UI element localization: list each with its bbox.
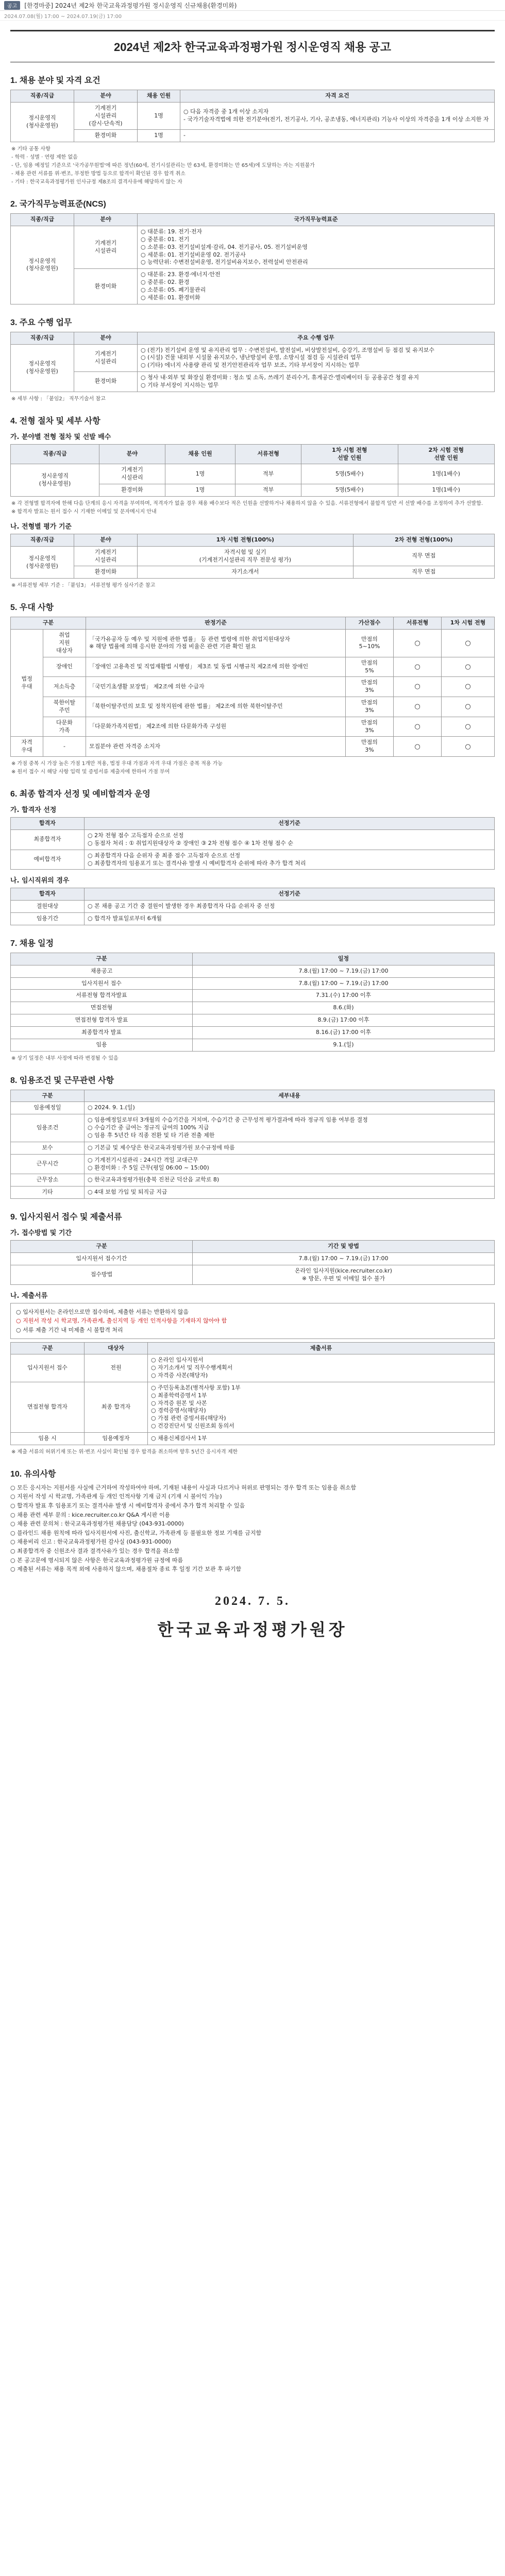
table-row	[11, 372, 495, 392]
table-header: 합격자	[11, 818, 85, 830]
note-line: ※ 원서 접수 시 해당 사항 입력 및 증빙서류 제출자에 한하여 가점 부여	[11, 769, 170, 775]
note-line: ○ 입사지원서는 온라인으로만 접수하며, 제출한 서류는 반환하지 않음	[16, 1309, 189, 1316]
table-cell: ○ 4대 보험 가입 및 퇴직금 지급	[85, 1187, 495, 1199]
table-cell: 장애인	[43, 657, 86, 677]
table-cell: ○ 2차 전형 점수 고득점자 순으로 선정 ○ 동점자 처리 : ① 취업지원대상자 ② 장애인 ③ 2차 전형 점수 ④ 1차 전형 점수 순	[85, 829, 495, 850]
table-cell: 8.9.(금) 17:00 이후	[193, 1014, 495, 1027]
table-cell: ○	[442, 697, 495, 717]
list-item: ○ 블라인드 채용 원칙에 따라 입사지원서에 사진, 출신학교, 가족관계 등 불필요한 정보 기재를 금지함	[10, 1529, 262, 1536]
table-row	[11, 1265, 495, 1285]
table-cell: ○ (전기) 전기설비 운영 및 유지관리 업무 : 수변전설비, 발전설비, 비상발전설비, 승강기, 조명설비 등 점검 및 유지보수 ○ (시설) 건물 내외부 시설물 유지보수, 냉난방설비 운영, 소방시설 점검 등 시설관리 업무 ○ (기타) 에너지 사용량 관리 및 전기안전관리자 업무 보조, 기타 부서장이 지시하는 업무	[138, 344, 495, 372]
note-line: ※ 가점 중복 시 가장 높은 가점 1개만 적용, 법정 우대 가점과 자격 우대 가점은 중복 적용 가능	[11, 761, 223, 767]
table-row	[11, 965, 495, 977]
table-cell: ○ 온라인 입사지원서 ○ 자기소개서 및 직무수행계획서 ○ 자격증 사본(해당자)	[148, 1354, 495, 1382]
table-header: 서류전형	[235, 444, 301, 464]
table-row	[11, 226, 495, 269]
table-row	[11, 1026, 495, 1039]
table-row	[11, 1142, 495, 1154]
table-cell: 8.6.(화)	[193, 1002, 495, 1014]
table-cell: ○ 최종합격자 다음 순위자 중 최종 점수 고득점자 순으로 선정 ○ 최종합격자의 임용포기 또는 결격사유 발생 시 예비합격자 순위에 따라 추가 합격 처리	[85, 850, 495, 870]
table-row	[11, 1252, 495, 1265]
table-header: 합격자	[11, 888, 85, 901]
table-cell: 만점의 5~10%	[346, 630, 394, 657]
table-cell: ○ 본 채용 공고 기간 중 결원이 발생한 경우 최종합격자 다음 순위자 중 선정	[85, 901, 495, 913]
table-cell: 북한이탈 주민	[43, 697, 86, 717]
application-table	[10, 1240, 495, 1285]
section-4-sub1: 가. 분야별 전형 절차 및 선발 배수	[10, 433, 111, 441]
table-header: 일정	[193, 953, 495, 965]
table-cell: 모집분야 관련 자격증 소지자	[86, 737, 346, 757]
table-row	[11, 850, 495, 870]
table-cell: 만점의 3%	[346, 677, 394, 697]
table-row	[11, 1154, 495, 1174]
caution-list	[10, 1483, 495, 1574]
table-cell: 1명	[138, 102, 180, 130]
table-row	[11, 1102, 495, 1114]
list-item: ○ 채용 관련 문의처 : 한국교육과정평가원 채용담당 (043-931-0000)	[10, 1520, 184, 1528]
table-row	[11, 269, 495, 304]
table-header: 직종/직급	[11, 534, 74, 546]
submission-notice-box	[10, 1303, 495, 1338]
table-cell: 서류전형 합격자발표	[11, 990, 193, 1002]
table-cell: ○	[442, 717, 495, 737]
table-cell: 정시운영직 (청사운영원)	[11, 226, 74, 304]
table-cell: 취업 지원 대상자	[43, 630, 86, 657]
notice-post-title: [한경마중] 2024년 제2차 한국교육과정평가원 정시운영직 신규채용(환경미화)	[24, 2, 237, 9]
table-header: 대상자	[85, 1342, 148, 1354]
table-cell: 임용	[11, 1039, 193, 1051]
note-line: ※ 세부 사항 : 「붙임2」 직무기술서 참고	[11, 396, 106, 402]
table-cell: 자격 우대	[11, 737, 43, 757]
table-cell: 채용공고	[11, 965, 193, 977]
table-row	[11, 913, 495, 925]
table-cell: 보수	[11, 1142, 85, 1154]
table-cell: 1명(1배수)	[398, 464, 495, 484]
table-row	[11, 977, 495, 990]
note-line: ※ 제출 서류의 허위기재 또는 위·변조 사실이 확인될 경우 합격을 취소하며 향후 5년간 응시자격 제한	[11, 1449, 238, 1455]
final-selection-table	[10, 817, 495, 870]
section-3-title: 3. 주요 수행 업무	[10, 318, 72, 327]
table-cell: 기타	[11, 1187, 85, 1199]
evaluation-table	[10, 534, 495, 579]
table-cell: 입사지원서 접수	[11, 1354, 85, 1382]
table-header: 분야	[74, 90, 138, 103]
table-row	[11, 677, 495, 697]
table-row	[11, 630, 495, 657]
table-header: 1차 시험 전형	[442, 617, 495, 630]
table-header: 분야	[99, 444, 165, 464]
table-row	[11, 901, 495, 913]
table-row	[11, 1187, 495, 1199]
table-cell: 적부	[235, 464, 301, 484]
list-item: ○ 모든 응시자는 지원서를 사실에 근거하여 작성하여야 하며, 기재된 내용이 사실과 다르거나 허위로 판명되는 경우 합격 또는 임용을 취소함	[10, 1484, 357, 1491]
table-row	[11, 1002, 495, 1014]
table-cell: 환경미화	[99, 484, 165, 497]
table-header: 분야	[74, 332, 138, 344]
table-cell: 만점의 3%	[346, 737, 394, 757]
table-row	[11, 657, 495, 677]
table-row	[11, 464, 495, 484]
table-cell: 7.8.(월) 17:00 ~ 7.19.(금) 17:00	[193, 1252, 495, 1265]
table-header: 가산점수	[346, 617, 394, 630]
table-cell: 임용예정자	[85, 1433, 148, 1445]
table-cell: 7.8.(월) 17:00 ~ 7.19.(금) 17:00	[193, 965, 495, 977]
notice-document	[10, 30, 495, 1640]
section-9-notes	[11, 1448, 495, 1456]
notice-date: 2024. 7. 5.	[215, 1594, 290, 1608]
table-cell: ○ 합격자 발표일로부터 6개월	[85, 913, 495, 925]
section-8-title: 8. 임용조건 및 근무관련 사항	[10, 1076, 114, 1085]
qualification-table	[10, 90, 495, 142]
table-header: 직종/직급	[11, 332, 74, 344]
list-item: ○ 지원서 작성 시 학교명, 가족관계 등 개인 인적사항 기재 금지 (기재 시 불이익 가능)	[10, 1493, 222, 1500]
table-header: 선정기준	[85, 818, 495, 830]
section-10-title: 10. 유의사항	[10, 1469, 56, 1479]
table-cell: ○	[442, 630, 495, 657]
section-7-notes	[11, 1055, 495, 1062]
table-cell: 정시운영직 (청사운영원)	[11, 102, 74, 142]
note-line: - 기타 : 한국교육과정평가원 인사규정 제8조의 결격사유에 해당하지 않는 자	[11, 179, 182, 185]
table-cell: ○	[394, 697, 442, 717]
table-cell: 정시운영직 (청사운영원)	[11, 344, 74, 392]
table-cell: 최종 합격자	[85, 1382, 148, 1432]
table-cell: 7.31.(수) 17:00 이후	[193, 990, 495, 1002]
table-cell: 환경미화	[74, 566, 138, 579]
section-1-title: 1. 채용 분야 및 자격 요건	[10, 76, 100, 85]
table-cell: 저소득층	[43, 677, 86, 697]
notice-header-bar	[0, 0, 505, 11]
table-cell: 「국민기초생활 보장법」 제2조에 의한 수급자	[86, 677, 346, 697]
table-cell: 임용예정일	[11, 1102, 85, 1114]
table-cell: 기계전기 시설관리 (감시·단속적)	[74, 102, 138, 130]
table-header: 분야	[74, 534, 138, 546]
table-cell: 「북한이탈주민의 보호 및 정착지원에 관한 법률」 제2조에 의한 북한이탈주민	[86, 697, 346, 717]
table-cell: 정시운영직 (청사운영원)	[11, 464, 99, 497]
table-cell: ○	[394, 630, 442, 657]
table-header: 제출서류	[148, 1342, 495, 1354]
table-cell: -	[43, 737, 86, 757]
table-cell: ○ 청사 내·외부 및 화장실 환경미화 : 청소 및 소독, 쓰레기 분리수거, 휴게공간·엘리베이터 등 공용공간 청결 유지 ○ 기타 부서장이 지시하는 업무	[138, 372, 495, 392]
table-cell: 만점의 3%	[346, 697, 394, 717]
table-cell: 전원	[85, 1354, 148, 1382]
table-cell: 「장애인 고용촉진 및 직업재활법 시행령」 제3조 및 동법 시행규칙 제2조에 의한 장애인	[86, 657, 346, 677]
table-cell: 기계전기 시설관리	[74, 344, 138, 372]
section-4-sub2: 나. 전형별 평가 기준	[10, 522, 72, 531]
documents-table	[10, 1342, 495, 1445]
table-header: 2차 시험 전형 선발 인원	[398, 444, 495, 464]
table-row	[11, 1039, 495, 1051]
table-cell: 최종합격자 발표	[11, 1026, 193, 1039]
table-header: 2차 전형 전형(100%)	[353, 534, 494, 546]
table-cell: 근무시간	[11, 1154, 85, 1174]
table-row	[11, 1014, 495, 1027]
table-cell: 「다문화가족지원법」 제2조에 의한 다문화가족 구성원	[86, 717, 346, 737]
table-cell: ○ 다음 자격증 중 1개 이상 소지자 - 국가기술자격법에 의한 전기분야(전기, 전기공사, 기사, 공조냉동, 에너지관리) 기능사 이상의 자격증을 1개 이상 소지한 자	[180, 102, 495, 130]
table-header: 국가직무능력표준	[138, 214, 495, 226]
conditions-table	[10, 1090, 495, 1199]
table-cell: 법정 우대	[11, 630, 43, 737]
table-row	[11, 1354, 495, 1382]
table-header: 1차 시험 전형 선발 인원	[301, 444, 398, 464]
table-header: 직종/직급	[11, 214, 74, 226]
table-cell: ○	[442, 737, 495, 757]
table-row	[11, 717, 495, 737]
section-6-sub1: 가. 합격자 선정	[10, 806, 57, 815]
table-cell: 만점의 5%	[346, 657, 394, 677]
notice-badge: 공고	[4, 1, 20, 10]
selection-table	[10, 444, 495, 497]
table-row	[11, 1433, 495, 1445]
table-header: 구분	[11, 953, 193, 965]
table-cell: 1명(1배수)	[398, 484, 495, 497]
section-9-sub2: 나. 제출서류	[10, 1292, 48, 1300]
note-line: ※ 기타 공통 사항	[11, 146, 50, 152]
table-row	[11, 1174, 495, 1187]
issuer-name: 한국교육과정평가원장	[157, 1620, 348, 1639]
table-header: 분야	[74, 214, 138, 226]
list-item: ○ 채용 관련 세부 문의 : kice.recruiter.co.kr Q&A 게시판 이용	[10, 1511, 171, 1518]
table-cell: ○	[394, 657, 442, 677]
table-header: 직종/직급	[11, 90, 74, 103]
table-cell: 면접전형 합격자	[11, 1382, 85, 1432]
list-item: ○ 최종합격자 중 신원조사 결과 결격사유가 있는 경우 합격을 취소함	[10, 1548, 179, 1555]
table-header: 기간 및 방법	[193, 1241, 495, 1253]
section-9-sub1: 가. 접수방법 및 기간	[10, 1229, 72, 1238]
table-cell: ○ 임용예정일로부터 3개월의 수습기간을 거치며, 수습기간 중 근무성적 평가결과에 따라 정규직 임용 여부를 결정 ○ 수습기간 중 급여는 정규직 급여의 100% 지급 ○ 임용 후 5년간 타 직종 전환 및 타 기관 전출 제한	[85, 1114, 495, 1142]
table-cell: 자기소개서	[138, 566, 354, 579]
table-cell: ○	[394, 717, 442, 737]
table-row	[11, 102, 495, 130]
section-4-notes-2	[11, 582, 495, 589]
table-header: 선정기준	[85, 888, 495, 901]
table-cell: 만점의 3%	[346, 717, 394, 737]
list-item: ○ 합격자 발표 후 임용포기 또는 결격사유 발생 시 예비합격자 중에서 추가 합격 처리할 수 있음	[10, 1502, 245, 1510]
table-cell: -	[180, 130, 495, 142]
table-header: 구분	[11, 1342, 85, 1354]
section-9-title: 9. 입사지원서 접수 및 제출서류	[10, 1213, 122, 1222]
note-line: ※ 합격자 발표는 원서 접수 시 기재한 이메일 및 문자메시지 안내	[11, 509, 157, 515]
table-cell: 온라인 입사지원(kice.recruiter.co.kr) ※ 방문, 우편 및 이메일 접수 불가	[193, 1265, 495, 1285]
table-cell: 적부	[235, 484, 301, 497]
table-cell: 직무 면접	[353, 546, 494, 566]
table-cell: 입사지원서 접수기간	[11, 1252, 193, 1265]
notice-title: 2024년 제2차 한국교육과정평가원 정시운영직 채용 공고	[10, 30, 495, 62]
section-7-title: 7. 채용 일정	[10, 939, 54, 948]
table-row	[11, 1382, 495, 1432]
section-4-notes	[11, 500, 495, 516]
note-line: ※ 상기 일정은 내부 사정에 따라 변경될 수 있음	[11, 1055, 119, 1061]
schedule-table	[10, 953, 495, 1052]
table-cell: 7.8.(월) 17:00 ~ 7.19.(금) 17:00	[193, 977, 495, 990]
table-cell: ○	[442, 677, 495, 697]
table-cell: ○	[394, 737, 442, 757]
table-cell: ○ 대분류: 19. 전기·전자 ○ 중분류: 01. 전기 ○ 소분류: 03. 전기설비설계·감리, 04. 전기공사, 05. 전기설비운영 ○ 세분류: 01. 전기설비운영 02. 전기공사 ○ 능력단위: 수변전설비운영, 전기설비유지보수, 전력설비 안전관리	[138, 226, 495, 269]
list-item: ○ 제출된 서류는 채용 목적 외에 사용하지 않으며, 채용절차 종료 후 일정 기간 보관 후 파기함	[10, 1566, 242, 1573]
note-line: - 단, 임용 예정일 기준으로 '국가공무원법'에 따른 정년(60세, 전기시설관리는 만 63세, 환경미화는 만 65세)에 도달하는 자는 지원불가	[11, 163, 315, 169]
table-cell: 8.16.(금) 17:00 이후	[193, 1026, 495, 1039]
table-cell: 자격시험 및 실기 (기계전기시설관리 직무 전문성 평가)	[138, 546, 354, 566]
table-cell: 근무장소	[11, 1174, 85, 1187]
table-cell: 최종합격자	[11, 829, 85, 850]
table-header: 구분	[11, 1241, 193, 1253]
table-cell: 면접전형 합격자 발표	[11, 1014, 193, 1027]
table-cell: 임용기간	[11, 913, 85, 925]
note-line: - 채용 관련 서류를 위·변조, 부정한 방법 등으로 합격이 확인된 경우 합격 취소	[11, 171, 186, 177]
table-row	[11, 566, 495, 579]
note-line: ※ 서류전형 세부 기준 : 「붙임3」 서류전형 평가 심사기준 참고	[11, 583, 156, 589]
table-cell: 임용 시	[11, 1433, 85, 1445]
note-line: ○ 서류 제출 기간 내 미제출 시 불합격 처리	[16, 1326, 123, 1333]
duties-table	[10, 332, 495, 392]
table-cell: 정시운영직 (청사운영원)	[11, 546, 74, 579]
table-cell: 기계전기 시설관리	[74, 546, 138, 566]
table-cell: 직무 면접	[353, 566, 494, 579]
table-cell: ○ 2024. 9. 1.(일)	[85, 1102, 495, 1114]
note-line: ○ 지원서 작성 시 학교명, 가족관계, 출신지역 등 개인 인적사항을 기재하지 않아야 함	[16, 1317, 227, 1325]
table-cell: 예비합격자	[11, 850, 85, 870]
table-cell: 결원대상	[11, 901, 85, 913]
table-header: 세부내용	[85, 1090, 495, 1102]
table-header: 판정기준	[86, 617, 346, 630]
section-4-title: 4. 전형 절차 및 세부 사항	[10, 416, 100, 426]
table-cell: 1명	[138, 130, 180, 142]
table-cell: ○ 기계전기시설관리 : 24시간 격일 교대근무 ○ 환경미화 : 주 5일 근무(평일 06:00 ~ 15:00)	[85, 1154, 495, 1174]
table-row	[11, 546, 495, 566]
table-cell: 1명	[165, 484, 235, 497]
table-header: 직종/직급	[11, 444, 99, 464]
table-header: 구분	[11, 1090, 85, 1102]
section-6-title: 6. 최종 합격자 선정 및 예비합격자 운영	[10, 790, 150, 799]
table-cell: 환경미화	[74, 372, 138, 392]
table-cell: 환경미화	[74, 269, 138, 304]
section-1-notes	[11, 145, 495, 186]
preference-table	[10, 617, 495, 757]
table-cell: 9.1.(일)	[193, 1039, 495, 1051]
temporary-table	[10, 888, 495, 925]
table-header: 구분	[11, 617, 86, 630]
table-cell: 임용조건	[11, 1114, 85, 1142]
table-cell: 다문화 가족	[43, 717, 86, 737]
table-header: 서류전형	[394, 617, 442, 630]
note-line: ※ 각 전형별 합격자에 한해 다음 단계의 응시 자격을 부여하며, 적격자가 없을 경우 채용 배수보다 적은 인원을 선발하거나 채용하지 않을 수 있음. 서류전형에서 불합격 일반 서 선발 배수를 조정하여 추가 선발함.	[11, 500, 483, 506]
table-header: 자격 요건	[180, 90, 495, 103]
table-cell: 5명(5배수)	[301, 464, 398, 484]
table-row	[11, 697, 495, 717]
table-row	[11, 130, 495, 142]
notice-dates: 2024.07.08(월) 17:00 ~ 2024.07.19(금) 17:00	[0, 11, 505, 21]
list-item: ○ 채용비리 신고 : 한국교육과정평가원 감사실 (043-931-0000)	[10, 1538, 172, 1546]
table-cell: 기계전기 시설관리	[74, 226, 138, 269]
table-row	[11, 737, 495, 757]
table-row	[11, 990, 495, 1002]
section-5-title: 5. 우대 사항	[10, 603, 54, 613]
table-cell: ○ 기본급 및 제수당은 한국교육과정평가원 보수규정에 따름	[85, 1142, 495, 1154]
table-header: 1차 시험 전형(100%)	[138, 534, 354, 546]
table-cell: ○ 주민등록초본(병적사항 포함) 1부 ○ 최종학력증명서 1부 ○ 자격증 원본 및 사본 ○ 경력증명서(해당자) ○ 가점 관련 증빙서류(해당자) ○ 건강진단서 및 신원조회 동의서	[148, 1382, 495, 1432]
table-cell: 「국가유공자 등 예우 및 지원에 관한 법률」 등 관련 법령에 의한 취업지원대상자 ※ 해당 법률에 의해 응시한 분야의 가점 비율은 관련 기관 확인 필요	[86, 630, 346, 657]
table-cell: ○ 채용신체검사서 1부	[148, 1433, 495, 1445]
table-cell: 면접전형	[11, 1002, 193, 1014]
table-row	[11, 1114, 495, 1142]
list-item: ○ 본 공고문에 명시되지 않은 사항은 한국교육과정평가원 규정에 따름	[10, 1556, 183, 1564]
table-cell: ○ 대분류: 23. 환경·에너지·안전 ○ 중분류: 02. 환경 ○ 소분류: 05. 폐기물관리 ○ 세분류: 01. 환경미화	[138, 269, 495, 304]
table-header: 채용 인원	[138, 90, 180, 103]
table-header: 채용 인원	[165, 444, 235, 464]
section-2-title: 2. 국가직무능력표준(NCS)	[10, 200, 106, 209]
table-cell: ○	[394, 677, 442, 697]
table-cell: ○ 한국교육과정평가원(충북 진천군 덕산읍 교학로 8)	[85, 1174, 495, 1187]
table-cell: 5명(5배수)	[301, 484, 398, 497]
table-row	[11, 829, 495, 850]
table-header: 주요 수행 업무	[138, 332, 495, 344]
table-row	[11, 344, 495, 372]
table-cell: 입사지원서 접수	[11, 977, 193, 990]
table-cell: 기계전기 시설관리	[99, 464, 165, 484]
table-cell: 환경미화	[74, 130, 138, 142]
section-6-sub2: 나. 임시직위의 경우	[10, 877, 70, 885]
section-3-notes	[11, 395, 495, 403]
table-cell: 접수방법	[11, 1265, 193, 1285]
table-cell: 1명	[165, 464, 235, 484]
table-cell: ○	[442, 657, 495, 677]
note-line: - 학력 · 성별 · 연령 제한 없음	[11, 155, 78, 161]
section-5-notes	[11, 760, 495, 776]
ncs-table	[10, 213, 495, 304]
